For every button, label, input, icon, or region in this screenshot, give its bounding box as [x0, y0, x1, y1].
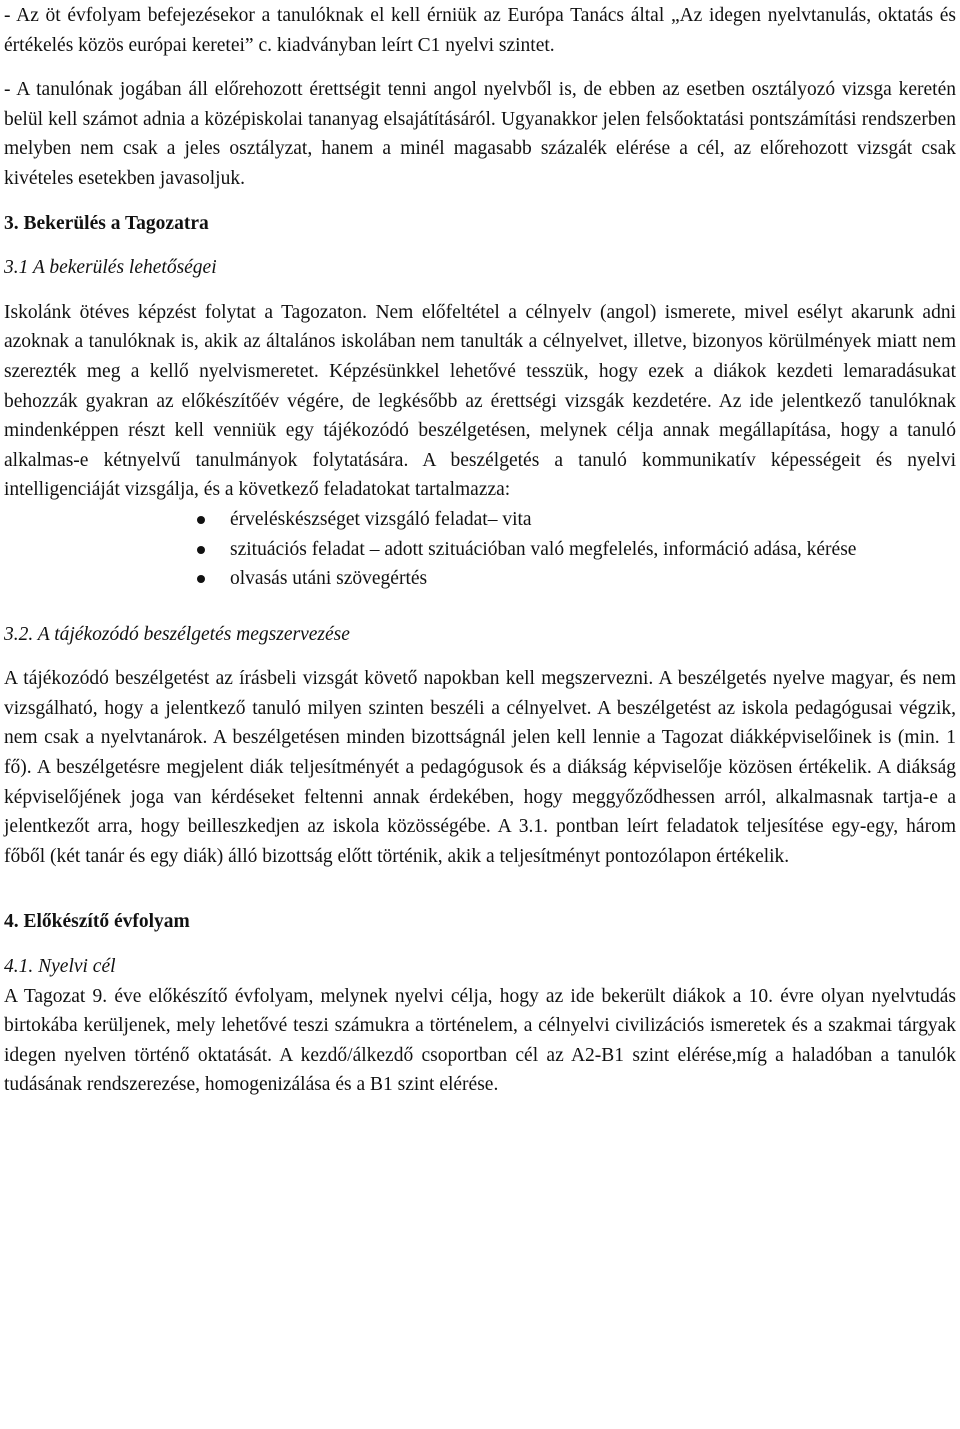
- paragraph-admission: Iskolánk ötéves képzést folytat a Tagozaton. Nem előfeltétel a célnyelv (angol) ismerete, mivel esélyt akarunk adni azoknak a tanulóknak is, akik az általános iskolában nem tanulták a célnyelvet, illetve, bizonyos körülmények miatt nem szerezték meg a kellő nyelvismeretet. Képzésünkkel lehetővé tesszük, hogy ezek a diákok kezdeti lemaradásukat behozzák gyakran az előkészítőév végére, de legkésőbb az érettségi vizsgák kezdetére. Az ide jelentkező tanulóknak mindenképpen részt kell venniük egy tájékozódó beszélgetésen, melynek célja annak megállapítása, hogy a tanuló alkalmas-e kétnyelvű tanulmányok folytatására. A beszélgetés a tanuló kommunikatív képességeit és nyelvi intelligenciáját vizsgálja, és a következő feladatokat tartalmazza:: [4, 301, 956, 501]
- paragraph-language-goal: A Tagozat 9. éve előkészítő évfolyam, melynek nyelvi célja, hogy az ide bekerült diákok a 10. évre olyan nyelvtudás birtokába kerüljenek, mely lehetővé teszi számukra a történelem, a célnyelvi civilizációs ismeretek és a szakmai tárgyak idegen nyelven történő oktatását. A kezdő/álkezdő csoportban cél az A2-B1 szint elérése,míg a haladóban a tanulók tudásának rendszerezése, homogenizálása és a B1 szint elérése.: [4, 985, 956, 1096]
- task-list: [4, 505, 960, 594]
- document-page: [0, 1, 960, 1100]
- paragraph-c1-level: - Az öt évfolyam befejezésekor a tanulóknak el kell érniük az Európa Tanács által „Az idegen nyelvtanulás, oktatás és értékelés közös európai keretei” c. kiadványban leírt C1 nyelvi szintet.: [4, 5, 956, 56]
- list-item: szituációs feladat – adott szituációban való megfelelés, információ adása, kérése: [194, 535, 960, 565]
- paragraph-early-exam: - A tanulónak jogában áll előrehozott érettségit tenni angol nyelvből is, de ebben az esetben osztályozó vizsga keretén belül kell számot adnia a középiskolai tananyag elsajátításáról. Ugyanakkor jelen felsőoktatási pontszámítási rendszerben melyben nem csak a jeles osztályzat, hanem a minél magasabb százalék elérése a cél, az előrehozott vizsgát csak kivételes esetekben javasoljuk.: [4, 79, 956, 189]
- heading-section-4-1: 4.1. Nyelvi cél: [4, 956, 116, 978]
- list-item: olvasás utáni szövegértés: [194, 564, 960, 594]
- paragraph-interview: A tájékozódó beszélgetést az írásbeli vizsgát követő napokban kell megszervezni. A beszélgetés nyelve magyar, és nem vizsgálható, hogy a jelentkező tanuló milyen szinten beszéli a célnyelvet. A beszélgetést az iskola pedagógusai végzik, nem csak a nyelvtanárok. A beszélgetésen minden bizottságnál jelen kell lennie a Tagozat diákképviselőinek is (min. 1 fő). A beszélgetésre megjelent diák teljesítményét a pedagógusok és a diákság képviselője közösen értékelik. A diákság képviselőjének joga van kérdéseket feltenni annak érdekében, hogy meggyőződhessen arról, alkalmasnak tartja-e a jelentkezőt arra, hogy beilleszkedjen az iskola közösségébe. A 3.1. pontban leírt feladatok teljesítése egy-egy, három főből (két tanár és egy diák) álló bizottság előtt történik, akik a teljesítményt pontozólapon értékelik.: [4, 668, 956, 867]
- list-item: érveléskészséget vizsgáló feladat– vita: [194, 505, 960, 535]
- heading-section-3-2: 3.2. A tájékozódó beszélgetés megszervezése: [4, 623, 350, 645]
- heading-section-4: 4. Előkészítő évfolyam: [4, 911, 190, 933]
- heading-section-3-1: 3.1 A bekerülés lehetőségei: [4, 257, 217, 279]
- heading-section-3: 3. Bekerülés a Tagozatra: [4, 212, 209, 234]
